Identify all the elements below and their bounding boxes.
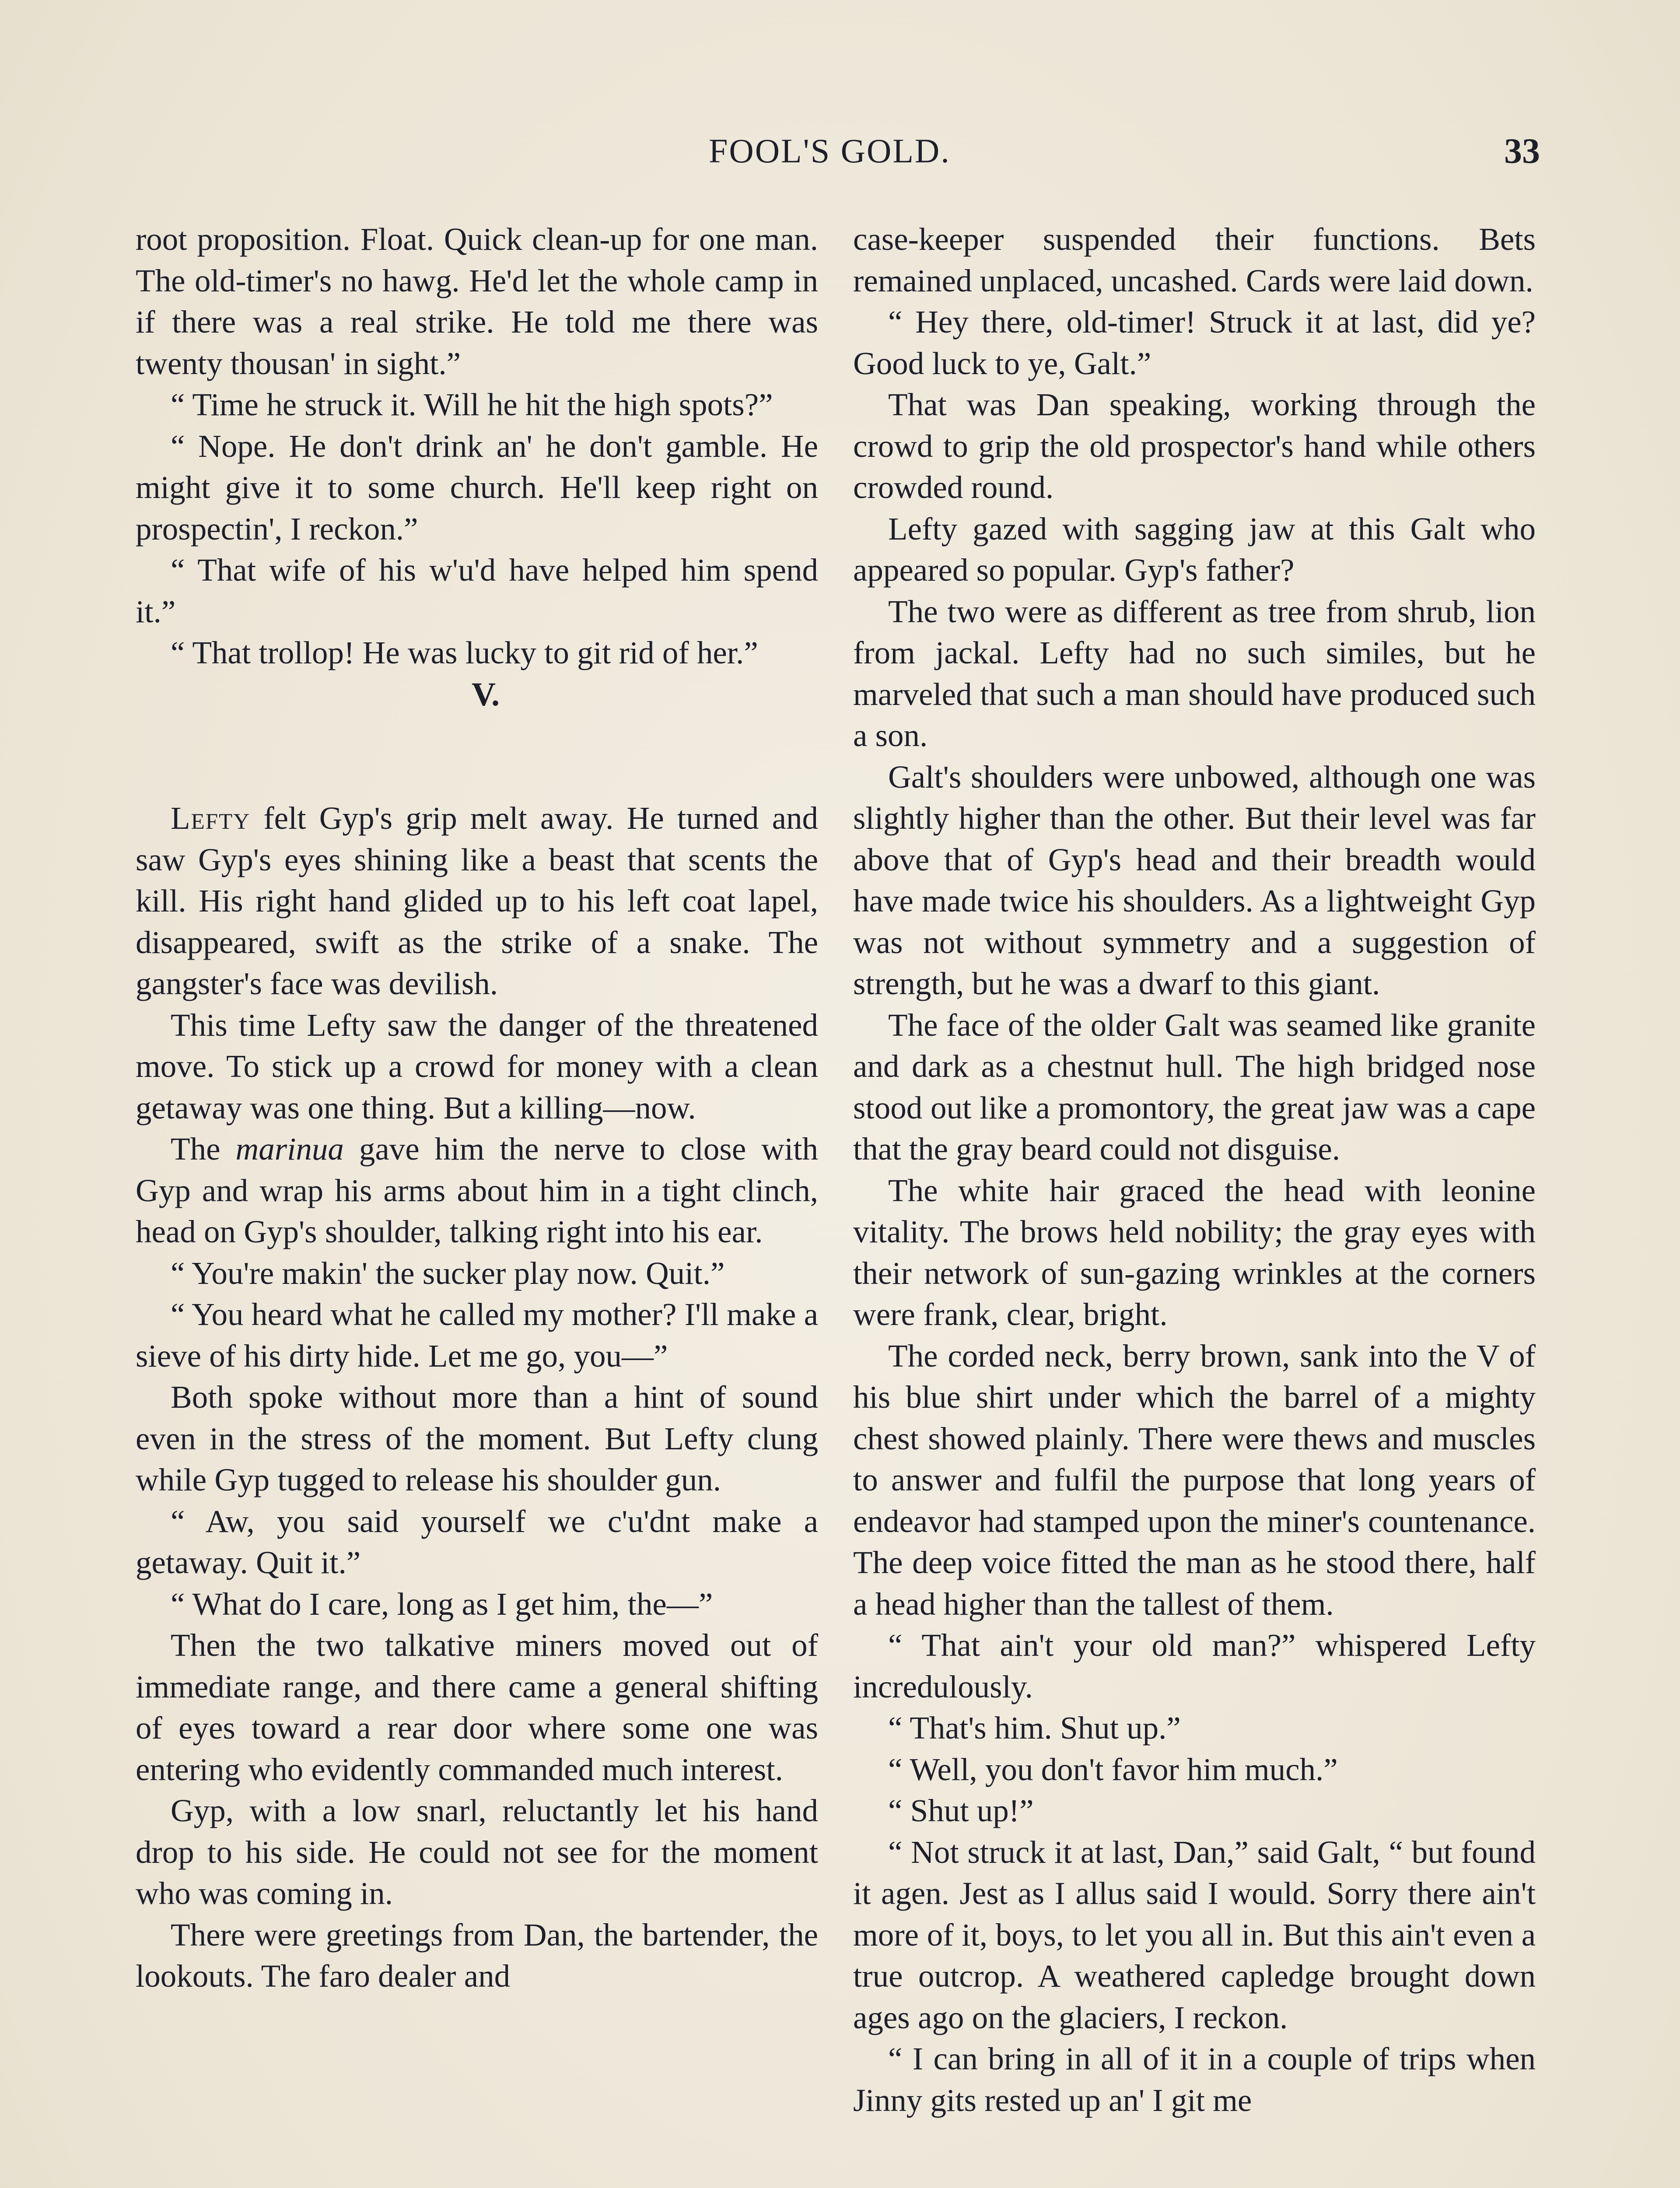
left-column-after-heading bbox=[136, 1005, 818, 1997]
paragraph: The corded neck, berry brown, sank into the V of his blue shirt under which the barrel of a mighty chest showed plainly. There were thews and muscles to answer and fulfil the purpose that long years of endeavor had stamped upon the miner's countenance. The deep voice fitted the man as he stood there, half a head higher than the tallest of them. bbox=[853, 1338, 1536, 1622]
opening-paragraph-text: felt Gyp's grip melt away. He turned and saw Gyp's eyes shining like a beast that scents the kill. His right hand glided up to his left coat lapel, disappeared, swift as the strike of a snake. The gangster's face was devilish. bbox=[136, 800, 818, 1001]
paragraph: The white hair graced the head with leonine vitality. The brows held nobility; the gray eyes with their network of sun-gazing wrinkles at the corners were frank, clear, bright. bbox=[853, 1172, 1536, 1332]
paragraph: Gyp, with a low snarl, reluctantly let his hand drop to his side. He could not see for the moment who was coming in. bbox=[136, 1793, 818, 1911]
paragraph: “ That ain't your old man?” whispered Lefty incredulously. bbox=[853, 1627, 1536, 1704]
paragraph: “ You're makin' the sucker play now. Quit.” bbox=[171, 1255, 725, 1291]
running-header bbox=[0, 127, 1680, 175]
opening-small-caps-word: Lefty bbox=[171, 800, 251, 836]
paragraph: “ Well, you don't favor him much.” bbox=[888, 1751, 1338, 1787]
paragraph: That was Dan speaking, working through the crowd to grip the old prospector's hand while others crowded round. bbox=[853, 387, 1536, 505]
right-column-paragraphs bbox=[853, 219, 1536, 2121]
paragraph bbox=[136, 1129, 818, 1253]
paragraph: “ Nope. He don't drink an' he don't gamble. He might give it to some church. He'll keep right on prospectin', I reckon.” bbox=[136, 428, 818, 547]
section-opening-paragraph bbox=[136, 798, 818, 1005]
paragraph: root proposition. Float. Quick clean-up for one man. The old-timer's no hawg. He'd let the whole camp in if there was a real strike. He told me there was twenty thousan' in sight.” bbox=[136, 221, 818, 381]
paragraph: “ I can bring in all of it in a couple of trips when Jinny gits rested up an' I git me bbox=[853, 2041, 1536, 2118]
paragraph-text: gave him the nerve to close with Gyp and wrap his arms about him in a tight clinch, head on Gyp's shoulder, talking right into his ear. bbox=[136, 1131, 818, 1249]
running-title: FOOL'S GOLD. bbox=[709, 132, 951, 170]
paragraph: “ Aw, you said yourself we c'u'dnt make a getaway. Quit it.” bbox=[136, 1503, 818, 1580]
paragraph: “ That trollop! He was lucky to git rid of her.” bbox=[171, 635, 758, 670]
paragraph: Then the two talkative miners moved out of immediate range, and there came a general shifting of eyes toward a rear door where some one was entering who evidently commanded much interest. bbox=[136, 1627, 818, 1787]
paragraph: “ That wife of his w'u'd have helped him spend it.” bbox=[136, 552, 818, 629]
paragraph: Both spoke without more than a hint of sound even in the stress of the moment. But Lefty clung while Gyp tugged to release his shoulder gun. bbox=[136, 1379, 818, 1497]
paragraph: There were greetings from Dan, the bartender, the lookouts. The faro dealer and bbox=[136, 1917, 818, 1994]
section-heading: V. bbox=[471, 676, 500, 713]
paragraph: “ What do I care, long as I get him, the—” bbox=[171, 1586, 713, 1622]
paragraph: “ Shut up!” bbox=[888, 1793, 1034, 1828]
page-number: 33 bbox=[1504, 131, 1540, 171]
paragraph: “ That's him. Shut up.” bbox=[888, 1710, 1181, 1746]
paragraph: “ Time he struck it. Will he hit the high spots?” bbox=[171, 387, 773, 422]
paragraph-text: The bbox=[171, 1131, 236, 1167]
paragraph: “ Hey there, old-timer! Struck it at last, did ye? Good luck to ye, Galt.” bbox=[853, 304, 1536, 381]
paragraph: case-keeper suspended their functions. Bets remained unplaced, uncashed. Cards were laid down. bbox=[853, 221, 1536, 298]
paragraph: Lefty gazed with sagging jaw at this Galt who appeared so popular. Gyp's father? bbox=[853, 511, 1536, 588]
italic-word: marinua bbox=[235, 1131, 344, 1167]
paragraph: The face of the older Galt was seamed like granite and dark as a chestnut hull. The high bridged nose stood out like a promontory, the great jaw was a cape that the gray beard could not disguise. bbox=[853, 1007, 1536, 1167]
left-column-before-heading bbox=[136, 219, 818, 674]
left-column bbox=[136, 219, 818, 1997]
paragraph: “ You heard what he called my mother? I'll make a sieve of his dirty hide. Let me go, you—” bbox=[136, 1297, 818, 1374]
paragraph: Galt's shoulders were unbowed, although one was slightly higher than the other. But their level was far above that of Gyp's head and their breadth would have made twice his shoulders. As a lightweight Gyp was not without symmetry and a suggestion of strength, but he was a dwarf to this giant. bbox=[853, 759, 1536, 1001]
right-column bbox=[853, 219, 1536, 2121]
paragraph: This time Lefty saw the danger of the threatened move. To stick up a crowd for money with a clean getaway was one thing. But a killing—now. bbox=[136, 1007, 818, 1126]
paragraph: “ Not struck it at last, Dan,” said Galt, “ but found it agen. Jest as I allus said I would. Sorry there ain't more of it, boys, to let you all in. But this ain't even a true outcrop. A weathered capledge brought down ages ago on the glaciers, I reckon. bbox=[853, 1834, 1536, 2035]
paragraph: The two were as different as tree from shrub, lion from jackal. Lefty had no such similes, but he marveled that such a man should have produced such a son. bbox=[853, 593, 1536, 753]
